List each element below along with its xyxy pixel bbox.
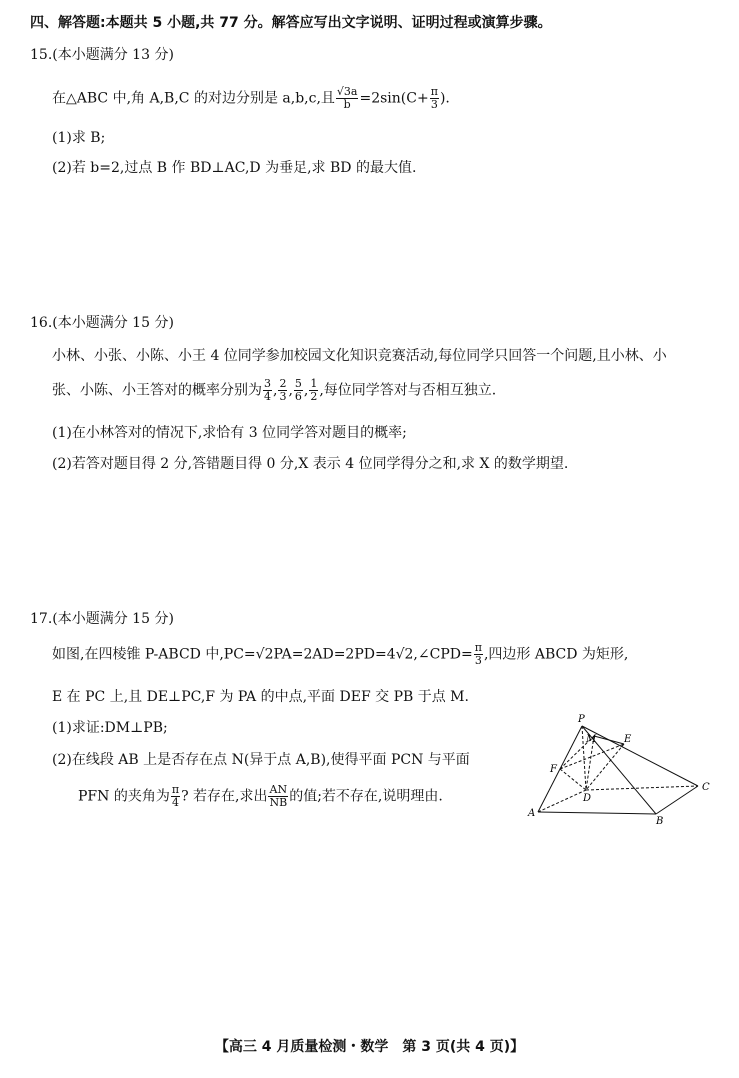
q15-pi-num: π [430, 85, 438, 98]
q17-line2: E 在 PC 上,且 DE⊥PC,F 为 PA 的中点,平面 DEF 交 PB 于点 M. [52, 689, 469, 705]
q17-angle-fraction [474, 642, 483, 667]
label-F: F [550, 764, 557, 775]
label-A: A [528, 808, 536, 819]
prob-den: 6 [294, 390, 302, 403]
q15-stem-pre: 在△ABC 中,角 A,B,C 的对边分别是 a,b,c,且 [52, 90, 335, 107]
q17-line1-pre: 如图,在四棱锥 P-ABCD 中,PC=√2PA=2AD=2PD=4√2,∠CPD= [52, 646, 473, 663]
edge-AB [538, 812, 656, 814]
q17-part2-line2 [78, 784, 443, 809]
prob-num: 1 [310, 377, 318, 390]
prob-fraction [263, 378, 272, 403]
prob-num: 5 [294, 377, 302, 390]
ratio-den: NB [269, 796, 288, 809]
label-P: P [578, 714, 585, 725]
label-B: B [656, 816, 664, 824]
prob-num: 2 [279, 377, 287, 390]
edge-PC [582, 726, 698, 786]
prob-den: 3 [279, 390, 287, 403]
page-footer: 【高三 4 月质量检测・数学 第 3 页(共 4 页)】 [214, 1039, 525, 1055]
section-heading: 四、解答题:本题共 5 小题,共 77 分。解答应写出文字说明、证明过程或演算步骤。 [30, 15, 552, 31]
ratio-fraction [268, 784, 288, 809]
prob-fraction [309, 378, 318, 403]
q16-header: 16.(本小题满分 15 分) [30, 315, 174, 331]
q15-pi-den: 3 [430, 98, 438, 111]
prob-den: 2 [310, 390, 318, 403]
segment-ME [594, 736, 624, 744]
q17-part2-mid: ? 若存在,求出 [181, 788, 268, 805]
q15-frac-den: b [343, 98, 351, 111]
q16-line2: 张、小陈、小王答对的概率分别为 $\frac{3}{4}$ , $\frac{2}{3}$ , $\frac{5}{6}$ , $\frac{1}{2}$ ,每位同学答对与否相互独立. [52, 377, 497, 403]
label-E: E [624, 734, 632, 745]
q15-pi-fraction [430, 86, 439, 111]
label-C: C [702, 782, 710, 793]
q16-part2: (2)若答对题目得 2 分,答错题目得 0 分,X 表示 4 位同学得分之和,求 X 的数学期望. [52, 456, 569, 472]
q17-part2-angle-num: π [171, 783, 180, 796]
q17-header: 17.(本小题满分 15 分) [30, 611, 174, 627]
prob-num: 3 [264, 377, 271, 390]
q15-frac-num: √3a [336, 85, 358, 98]
q17-line1-post: ,四边形 ABCD 为矩形, [483, 646, 629, 663]
prob-den: 4 [264, 390, 271, 403]
q15-part1: (1)求 B; [52, 130, 106, 146]
q17-angle-num: π [474, 641, 482, 654]
q15-stem [52, 86, 450, 111]
q17-part2-pre: PFN 的夹角为 [78, 788, 170, 805]
q17-part1: (1)求证:DM⊥PB; [52, 720, 168, 736]
q17-part2-line1: (2)在线段 AB 上是否存在点 N(异于点 A,B),使得平面 PCN 与平面 [52, 752, 470, 768]
q17-part2-angle-den: 4 [171, 796, 179, 809]
segment-FD [560, 769, 586, 790]
label-M: M [586, 734, 597, 745]
prob-fraction [294, 378, 303, 403]
q16-line2-pre: 张、小陈、小王答对的概率分别为 [52, 382, 262, 399]
edge-BC [656, 786, 698, 814]
pyramid-figure [520, 712, 720, 824]
prob-fraction [278, 378, 287, 403]
q15-part2: (2)若 b=2,过点 B 作 BD⊥AC,D 为垂足,求 BD 的最大值. [52, 160, 417, 176]
q16-part1: (1)在小林答对的情况下,求恰有 3 位同学答对题目的概率; [52, 425, 407, 441]
q17-part2-post: 的值;若不存在,说明理由. [289, 788, 443, 805]
q15-header: 15.(本小题满分 13 分) [30, 47, 174, 63]
edge-AD [538, 790, 586, 812]
q17-line1 [52, 642, 628, 667]
q15-stem-mid: =2sin(C+ [359, 90, 429, 107]
edge-DC [586, 786, 698, 790]
q16-line2-post: ,每位同学答对与否相互独立. [319, 382, 497, 399]
q17-part2-angle-fraction [171, 784, 180, 809]
q17-angle-den: 3 [474, 654, 482, 667]
ratio-num: AN [269, 783, 288, 796]
q15-fraction [336, 86, 359, 111]
q15-stem-post: ). [439, 90, 450, 107]
label-D: D [583, 793, 592, 804]
q16-line1: 小林、小张、小陈、小王 4 位同学参加校园文化知识竞赛活动,每位同学只回答一个问题,且小林、小 [52, 348, 667, 364]
